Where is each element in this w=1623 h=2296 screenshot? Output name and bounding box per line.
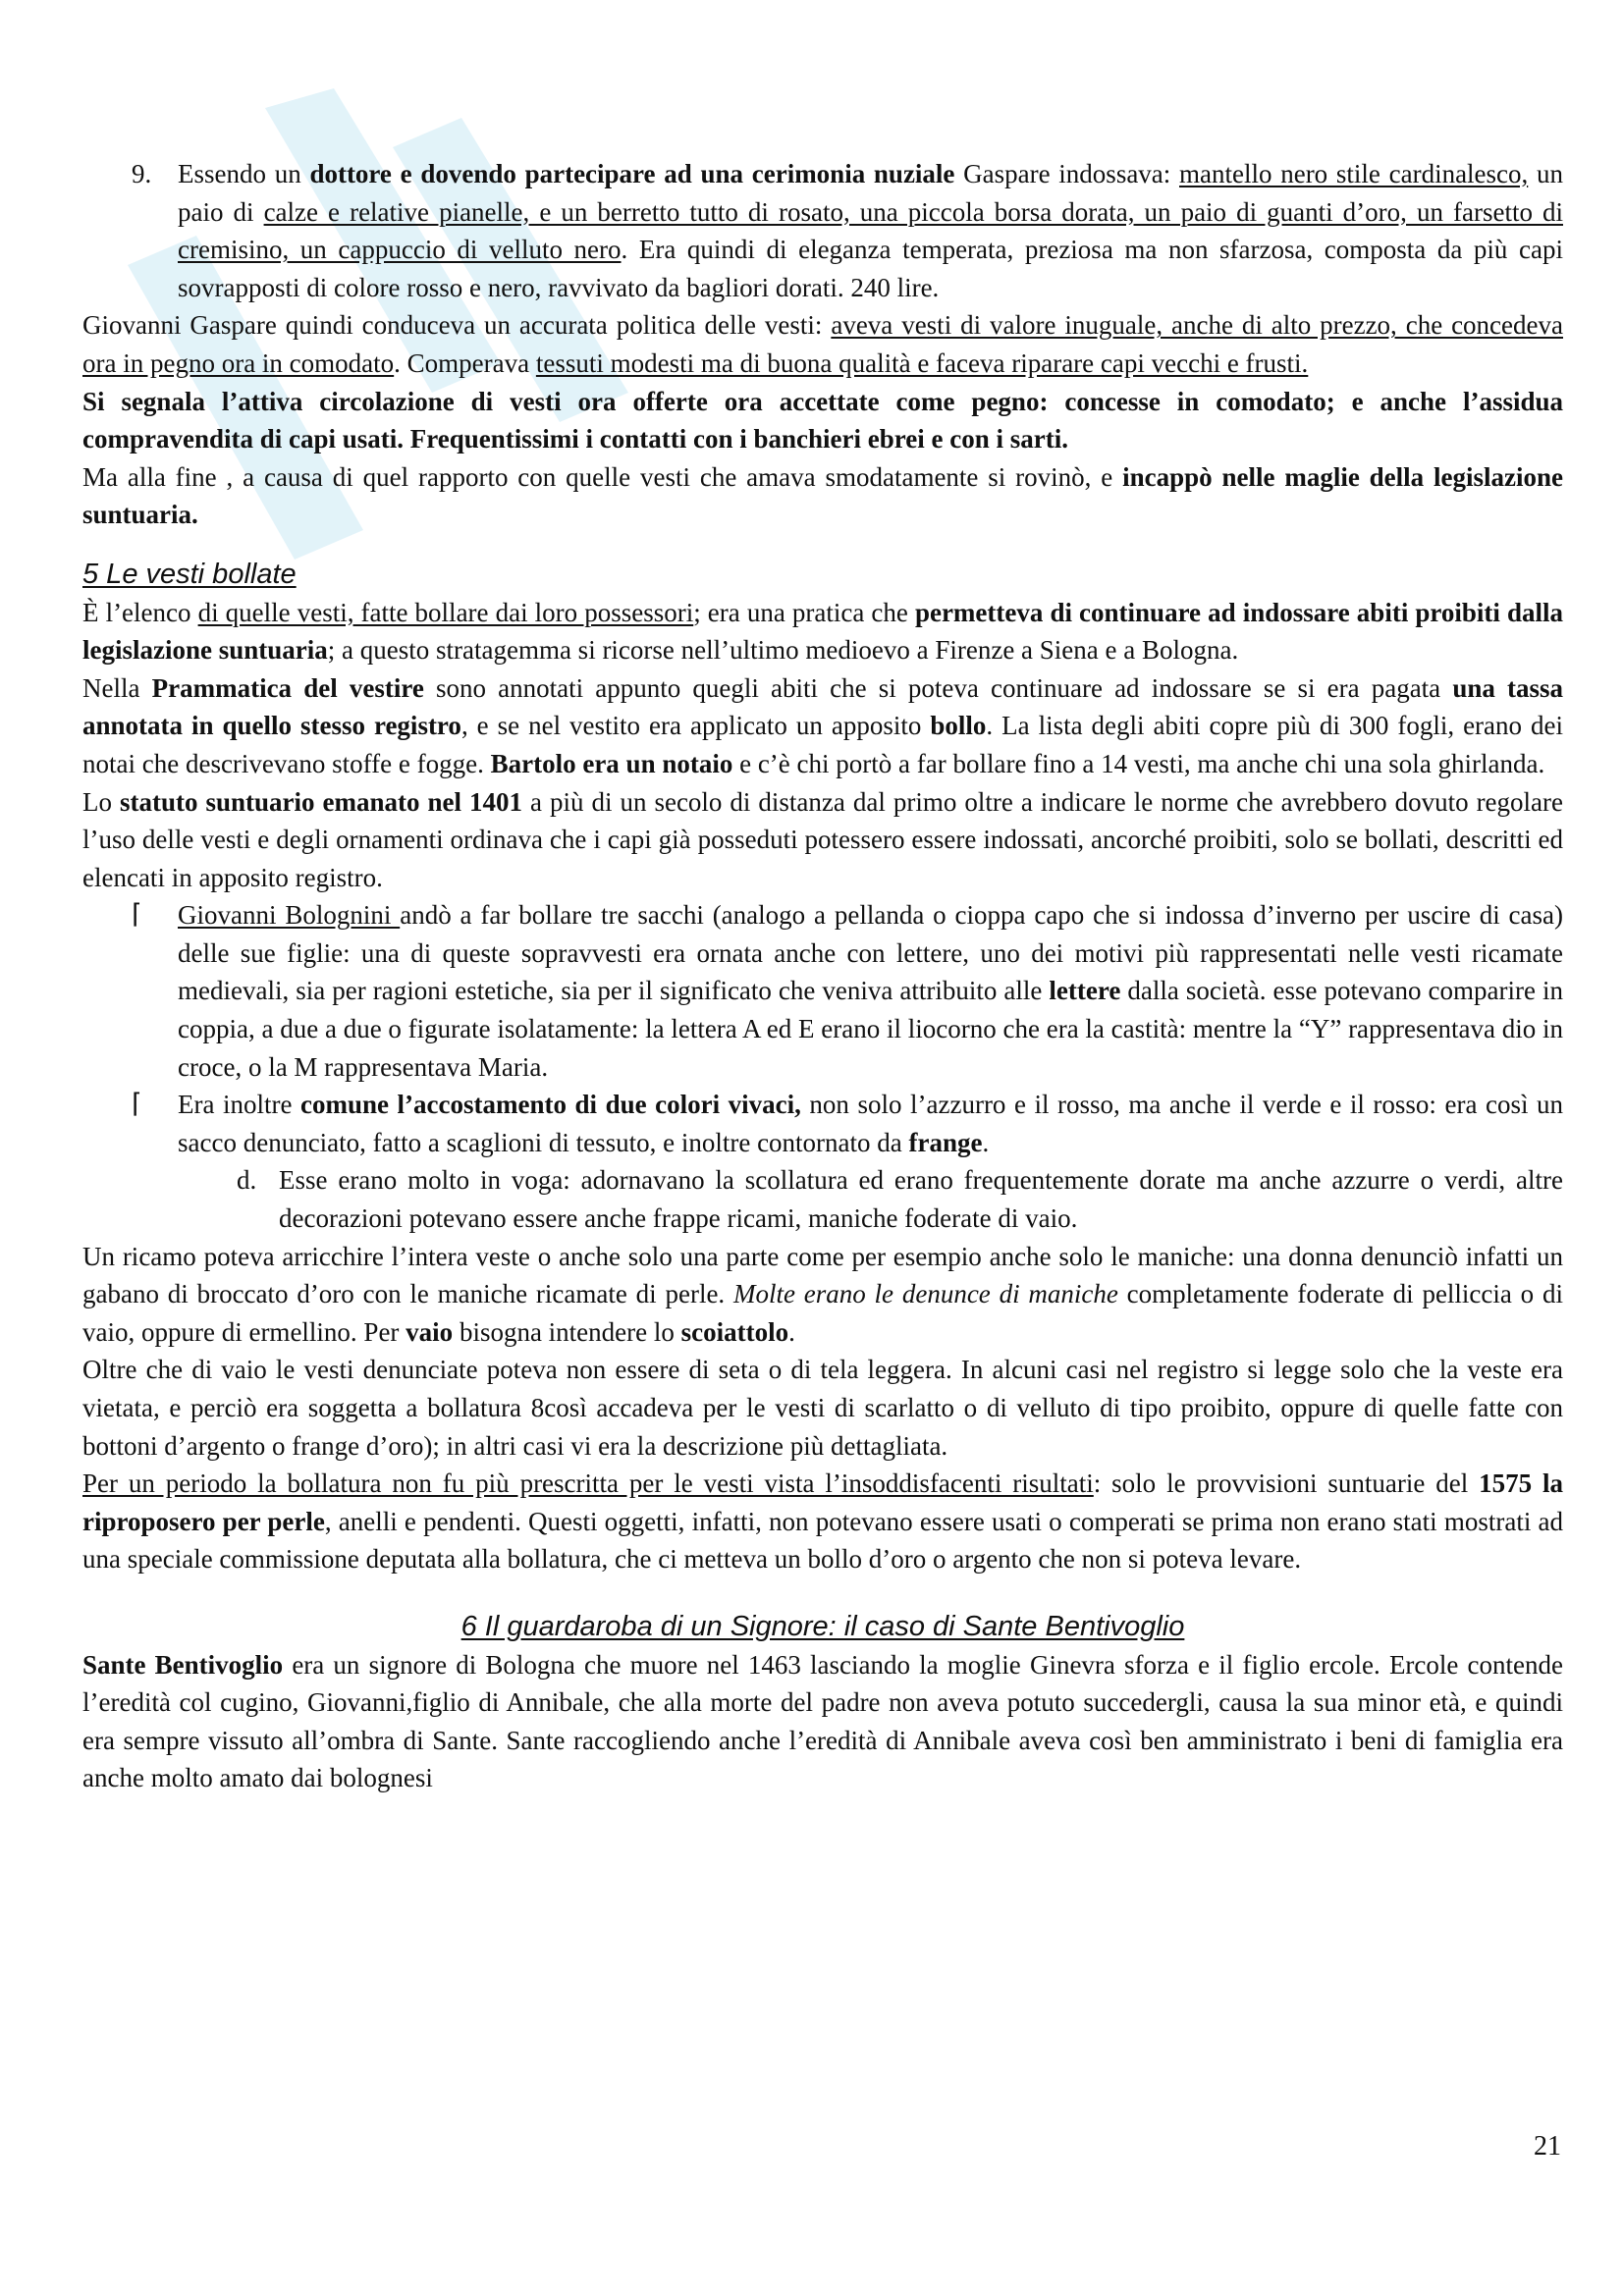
paragraph-statuto: Lo statuto suntuario emanato nel 1401 a più di un secolo di distanza dal primo oltre a indicare le norme che avrebbero dovuto regolare l’uso delle vesti e degli ornamenti ordinava che i capi già posseduti potessero essere indossati, ancorché proibiti, solo se bollati, descritti ed elencati in apposito registro. — [82, 786, 1564, 892]
paragraph-sante: Sante Bentivoglio era un signore di Bologna che muore nel 1463 lasciando la moglie Ginevra sforza e il figlio ercole. Ercole contende l’eredità col cugino, Giovanni,figlio di Annibale, che alla morte del padre non aveva potuto succedergli, causa la sua minor età, e quindi era sempre vissuto all’ombra di Sante. Sante raccogliendo anche l’eredità di Annibale aveva così ben amministrato i beni di famiglia era anche molto amato dai bolognesi — [82, 1649, 1563, 1793]
document-content — [82, 155, 1563, 1797]
paragraph-oltre: Oltre che di vaio le vesti denunciate poteva non essere di seta o di tela leggera. In alcuni casi nel registro si legge solo che la veste era vietata, e perciò era soggetta a bollatura 8così accadeva per le vesti di scarlatto o di velluto di tipo proibito, oppure di quelle fatte con bottoni d’argento o frange d’oro); in altri casi vi era la descrizione più dettagliata. — [82, 1355, 1563, 1461]
list-marker: 9. — [132, 159, 152, 188]
bullet-marker: ⌈ — [132, 899, 142, 931]
paragraph-elenco: È l’elenco di quelle vesti, fatte bollare dai loro possessori; era una pratica che permetteva di continuare ad indossare abiti proibiti dalla legislazione suntuaria; a questo stratagemma si ricorse nell’ultimo medioevo a Firenze a Siena e a Bologna. — [82, 597, 1564, 666]
bullet-item-bolognini: ⌈ Giovanni Bolognini andò a far bollare tre sacchi (analogo a pellanda o cioppa capo che si indossa d’inverno per uscire di casa) delle sue figlie: una di queste sopravvesti era ornata anche con lettere, uno dei motivi più rappresentati nelle vesti ricamate medievali, sia per ragioni estetiche, sia per il significato che veniva attribuito alle lettere dalla società. esse potevano comparire in coppia, a due a due o figurate isolatamente: la lettera A ed E erano il liocorno che era la castità: mentre la “Y” rappresentava dio in croce, o la M rappresentava Maria. — [82, 896, 1563, 1086]
list-marker: d. — [237, 1165, 257, 1196]
paragraph-prammatica: Nella Prammatica del vestire sono annotati appunto quegli abiti che si poteva continuare ad indossare se si era pagata una tassa annotata in quello stesso registro, e se nel vestito era applicato un apposito bollo. La lista degli abiti copre più di 300 fogli, erano dei notai che descrivevano stoffe e fogge. Bartolo era un notaio e c’è chi portò a far bollare fino a 14 vesti, ma anche chi una sola ghirlanda. — [82, 672, 1563, 778]
bullet-marker: ⌈ — [132, 1089, 142, 1120]
paragraph-periodo: Per un periodo la bollatura non fu più prescritta per le vesti vista l’insoddisfacenti risultati: solo le provvisioni suntuarie del 1575 la riproposero per perle, anelli e pendenti. Questi oggetti, infatti, non potevano essere usati o comperati se prima non erano stati mostrati ad una speciale commissione deputata alla bollatura, che ci metteva un bollo d’oro o argento che non si poteva levare. — [82, 1468, 1564, 1575]
list-item-9: 9. Essendo un dottore e dovendo partecipare ad una cerimonia nuziale Gaspare indossava: mantello nero stile cardinalesco, un paio di calze e relative pianelle, e un berretto tutto di rosato, una piccola borsa dorata, un paio di guanti d’oro, un farsetto di cremisino, un cappuccio di velluto nero. Era quindi di eleganza temperata, preziosa ma non sfarzosa, composta da più capi sovrapposti di colore rosso e nero, ravvivato da bagliori dorati. 240 lire. — [82, 155, 1563, 306]
sub-list-item-d: d. Esse erano molto in voga: adornavano la scollatura ed erano frequentemente dorate ma anche azzurre o verdi, altre decorazioni potevano essere anche frappe ricami, maniche foderate di vaio. — [82, 1161, 1563, 1237]
paragraph-fine: Ma alla fine , a causa di quel rapporto con quelle vesti che amava smodatamente si rovinò, e incappò nelle maglie della legislazione suntuaria. — [82, 461, 1564, 530]
paragraph-circolazione: Si segnala l’attiva circolazione di vesti ora offerte ora accettate come pegno: concesse in comodato; e anche l’assidua compravendita di capi usati. Frequentissimi i contatti con i banchieri ebrei e con i sarti. — [82, 386, 1563, 454]
page-number: 21 — [1534, 2131, 1561, 2162]
paragraph-giovanni-gaspare: Giovanni Gaspare quindi conduceva un accurata politica delle vesti: aveva vesti di valore inuguale, anche di alto prezzo, che concedeva ora in pegno ora in comodato. Comperava tessuti modesti ma di buona qualità e faceva riparare capi vecchi e frusti. — [82, 310, 1563, 378]
section-heading-6: 6 Il guardaroba di un Signore: il caso di Sante Bentivoglio — [460, 1610, 1185, 1642]
paragraph-ricamo: Un ricamo poteva arricchire l’intera veste o anche solo una parte come per esempio anche solo le maniche: una donna denunciò infatti un gabano di broccato d’oro con le maniche ricamate di perle. Molte erano le denunce di maniche completamente foderate di pelliccia o di vaio, oppure di ermellino. Per vaio bisogna intendere lo scoiattolo. — [82, 1241, 1563, 1347]
bullet-item-colori: ⌈ Era inoltre comune l’accostamento di due colori vivaci, non solo l’azzurro e il rosso, ma anche il verde e il rosso: era così un sacco denunciato, fatto a scaglioni di tessuto, e inoltre contornato da frange. — [82, 1086, 1563, 1161]
section-heading-5: 5 Le vesti bollate — [82, 558, 297, 590]
